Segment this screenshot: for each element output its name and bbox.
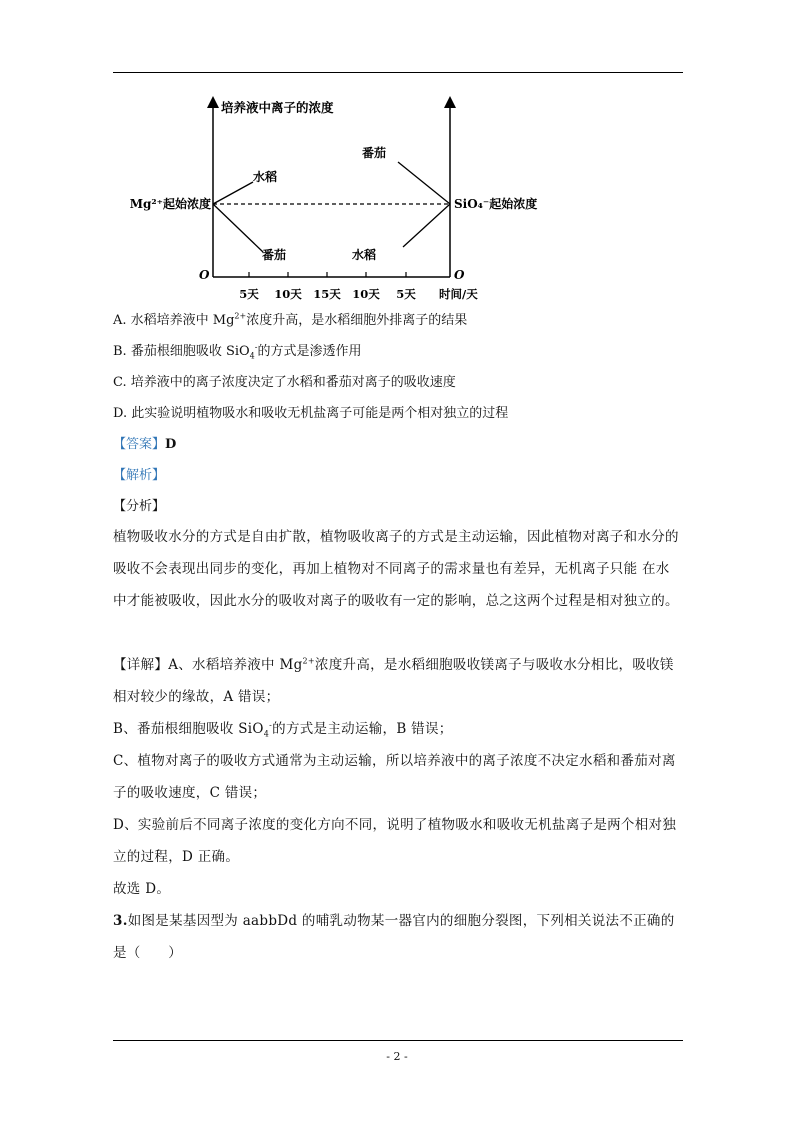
x-axis-label: 时间/天 [439,287,478,301]
x-tick-label: 15天 [313,287,341,301]
x-tick-label: 5天 [239,287,259,301]
rice-si-line [403,204,450,247]
option-c: C. 培养液中的离子浓度决定了水稻和番茄对离子的吸收速度 [113,375,456,390]
footer-rule [113,1040,683,1041]
rice-mg-line [213,182,253,204]
detail-d: D、实验前后不同离子浓度的变化方向不同，说明了植物吸水和吸收无机盐离子是两个相对独立的过程，D 正确。 [113,817,677,865]
option-b: B. 番茄根细胞吸收 SiO$_4$-的方式是渗透作用 [113,342,362,361]
si-start-label: SiO₄⁻起始浓度 [454,197,538,211]
origin-left: O [199,268,210,282]
fenxi-text: 植物吸收水分的方式是自由扩散，植物吸收离子的方式是主动运输，因此植物对离子和水分的吸收不会表现出同步的变化，再加上植物对不同离子的需求量也有差异，无机离子只能 在水中才能被吸收，因此水分的吸收对离子的吸收有一定的影响，总之这两个过程是相对独立的。 [113,529,679,609]
option-d: D. 此实验说明植物吸水和吸收无机盐离子可能是两个相对独立的过程 [113,406,509,421]
ion-concentration-figure [113,92,573,307]
detail-b: B、番茄根细胞吸收 SiO$_4$-的方式是主动运输，B 错误； [113,720,453,739]
detail-conclusion: 故选 D。 [113,881,171,897]
detail-c: C、植物对离子的吸收方式通常为主动运输，所以培养液中的离子浓度不决定水稻和番茄对离子的吸收速度，C 错误； [113,753,676,801]
mg-start-label: Mg²⁺起始浓度 [129,197,211,211]
x-tick-label: 10天 [274,287,302,301]
curve-label-tomato-right: 番茄 [362,146,387,160]
answer-value: D [165,437,177,452]
curve-label-rice-left: 水稻 [253,170,278,184]
header-rule [113,72,683,73]
question-3 [113,905,683,969]
answer-line [113,436,176,454]
page-number: - 2 - [386,1050,408,1063]
analysis-tag: 【解析】 [113,468,166,483]
x-tick-label: 10天 [352,287,380,301]
answer-tag: 【答案】 [113,437,166,452]
tomato-mg-line [213,204,263,252]
curve-label-tomato-left: 番茄 [262,248,287,262]
x-tick-label: 5天 [396,287,416,301]
question-text: 如图是某基因型为 aabbDd 的哺乳动物某一器官内的细胞分裂图，下列相关说法不正确的是（ ） [113,913,675,961]
option-a: A. 水稻培养液中 $Mg^{2+}$浓度升高，是水稻细胞外排离子的结果 [113,311,468,328]
y-axis-label: 培养液中离子的浓度 [221,100,334,115]
detail-a: 【详解】A、水稻培养液中 $Mg^{2+}$浓度升高，是水稻细胞吸收镁离子与吸收水分相比，吸收镁相对较少的缘故，A 错误； [113,656,674,705]
ion-chart-svg [113,92,573,307]
question-number: 3. [113,913,128,929]
fenxi-tag: 【分析】 [113,499,166,514]
curve-label-rice-right: 水稻 [352,248,377,262]
origin-right: O [454,268,465,282]
tomato-si-line [398,162,450,204]
